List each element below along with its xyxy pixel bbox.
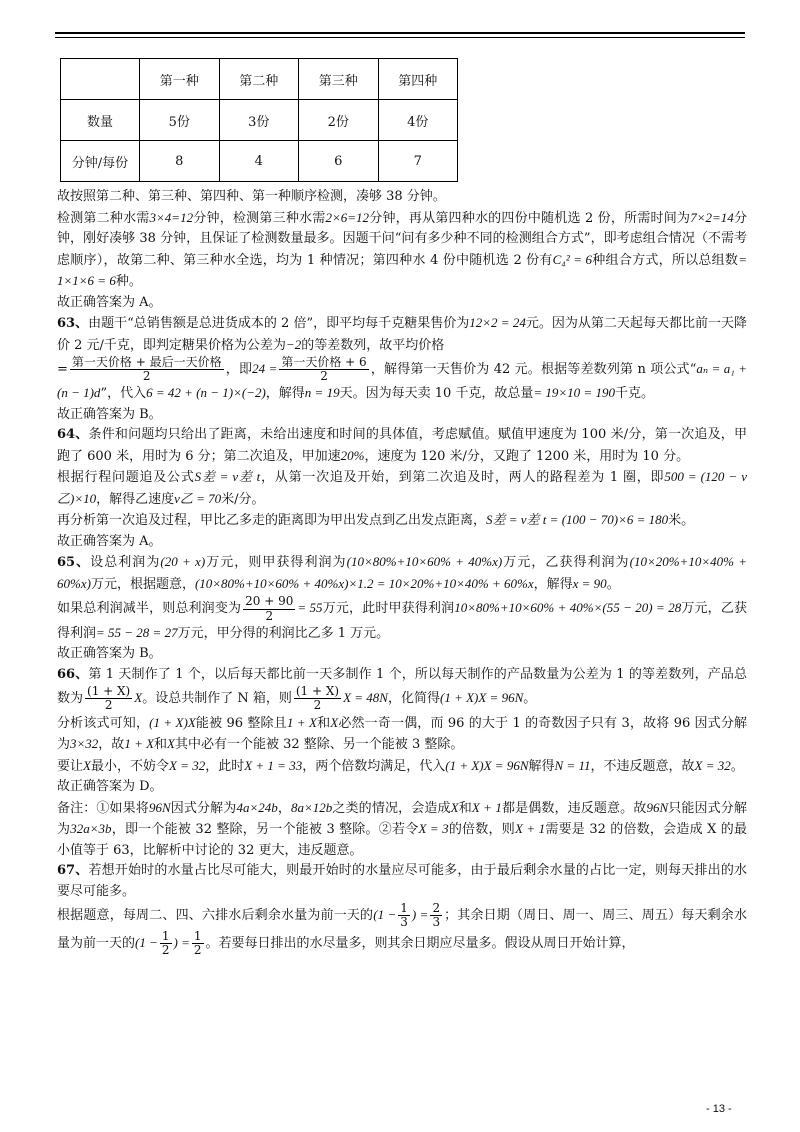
- fraction-denominator: 2: [265, 608, 274, 623]
- fraction: [294, 685, 341, 712]
- text: 万元，甲分得的利润比乙多 1 万元。: [177, 625, 390, 641]
- answer: 故正确答案为 A。: [57, 294, 162, 310]
- answer: 故正确答案为 A。: [57, 533, 162, 549]
- table-cell: 2份: [299, 100, 379, 141]
- text: 分钟，刚好凑够 38 分钟，且保证了检测数量最多。因题干问“问有多少种不同的检测组合方式”，即考虑组合情况（不需考虑顺序），故第二种、第三种水全选，均为 1 种情况；第四种水 4 份中随机选 2 份有: [57, 210, 747, 268]
- text: 万元，乙获得利润: [57, 601, 747, 641]
- math: X: [83, 757, 91, 773]
- text: 。: [523, 691, 537, 707]
- text: 的等差数列，故平均价格: [301, 337, 445, 353]
- fraction-numerator: 第一天价格 + 最后一天价格: [71, 355, 222, 369]
- question-number: 64、: [57, 427, 89, 443]
- math: (1 + X)X: [149, 714, 196, 730]
- text: 因式分解为: [170, 800, 237, 816]
- math: (10×20%+10×40% + 60%x): [57, 554, 747, 591]
- text: ，两个倍数均满足，代入: [302, 758, 446, 774]
- text: 根据行程问题追及公式: [57, 470, 195, 486]
- question-number: 67、: [57, 863, 89, 879]
- fraction: [243, 595, 295, 622]
- header-rule-thin: [55, 37, 745, 38]
- question-65: [57, 552, 747, 595]
- math: X: [167, 736, 175, 752]
- math: X = 3: [418, 821, 449, 837]
- text: 。若要每日排出的水尽量多，则其余日期应尽量多。假设从周日开始计算，: [205, 935, 635, 951]
- text: 的倍数，则: [448, 822, 515, 838]
- text: 。设总共制作了 N 箱，则: [142, 691, 292, 707]
- math: X + 1: [471, 799, 502, 815]
- math: 6 = 42 + (n − 1)×(−2): [146, 385, 266, 401]
- math: N = 11: [554, 757, 591, 773]
- math: = 55: [297, 600, 323, 616]
- text: 条件和问题均只给出了距离，未给出速度和时间的具体值，考虑赋值。赋值甲速度为 100 米/分，第一次追及，甲跑了 600 米，用时为 6 分；第二次追及，甲加速: [57, 427, 748, 464]
- math: 20%: [340, 447, 365, 463]
- math: C₄² = 6: [552, 251, 593, 267]
- text: 万元，此时甲获得利润: [322, 601, 455, 617]
- math: 2×6=12: [325, 209, 370, 225]
- fraction-numerator: 1: [400, 901, 408, 916]
- math: 7×2=14: [690, 209, 734, 225]
- text: 需要是 32 的倍数，会造成 X 的最小值等于 63，比解析中讨论的 32 更大，违反题意。: [57, 822, 748, 858]
- math: (1 + X)X = 96N: [445, 757, 529, 773]
- text: 再分析第一次追及过程，甲比乙多走的距离即为甲出发点到乙出发点距离，: [57, 513, 487, 529]
- text: 解得: [528, 758, 555, 774]
- math: v乙 = 70: [174, 490, 222, 506]
- fraction-numerator: (1 + X): [295, 684, 340, 699]
- text: 必然一奇一偶，而 96 的大于 1 的奇数因子只有 3，故将 96 因式分解为: [57, 715, 748, 753]
- math: (1 −: [135, 934, 158, 950]
- question-number: 66、: [57, 666, 89, 682]
- math: (20 + x): [160, 554, 206, 570]
- text: 由题干“总销售额是总进货成本的 2 倍”，即平均每千克糖果售价为: [88, 316, 470, 331]
- math: X: [134, 690, 143, 706]
- math: 32a×3b: [70, 821, 112, 837]
- question-number: 65、: [57, 555, 91, 571]
- text: ，解得乙速度: [96, 491, 175, 507]
- fraction-numerator: 2: [432, 901, 441, 916]
- table-cell: 5份: [140, 100, 220, 141]
- math: n = 19: [304, 385, 340, 401]
- text: 千克。: [614, 386, 654, 402]
- text: ，速度为 120 米/分，又跑了 1200 米，用时为 10 分。: [364, 448, 690, 464]
- text: 和: [458, 800, 472, 816]
- math: X = 32: [694, 757, 731, 773]
- math: 8a×12b: [291, 799, 333, 815]
- text: 。: [606, 576, 620, 592]
- fraction: [398, 902, 410, 929]
- fraction-denominator: 3: [400, 915, 408, 930]
- math: X + 1 = 33: [244, 757, 303, 773]
- math: ) =: [411, 907, 429, 923]
- text: ，从第一次追及开始，到第二次追及时，两人的路程差为 1 圈，即: [260, 470, 665, 486]
- math: (1 −: [373, 907, 397, 923]
- text: 要让: [57, 758, 84, 774]
- fraction-numerator: 20 + 90: [245, 594, 294, 609]
- table-cell: 第二种: [219, 59, 299, 100]
- table-cell: 6: [299, 141, 379, 182]
- text: ，解得第一天售价为 42 元。根据等差数列第 n 项公式“: [370, 362, 697, 378]
- fraction: [85, 685, 132, 712]
- text: 元。因为从第二天起每天都比前一天降价 2 元/千克，即判定糖果价格为公差为: [57, 316, 748, 353]
- text: 备注：①如果将: [57, 800, 149, 816]
- text: 和: [154, 737, 168, 753]
- text: 如果总利润减半，则总利润变为: [57, 601, 242, 617]
- table-row: [61, 100, 458, 141]
- math: aₙ = a₁ + (n − 1)d: [57, 361, 747, 401]
- text: 万元，乙获得利润为: [502, 555, 630, 571]
- math: S差 = v差 t = (100 − 70)×6 = 180: [486, 512, 669, 528]
- solution-text: [57, 187, 747, 957]
- text: 分析该式可知，: [57, 715, 150, 731]
- text: 故按照第二种、第三种、第四种、第一种顺序检测，凑够 38 分钟。: [57, 189, 446, 204]
- text: 都是偶数，违反题意。故: [501, 800, 647, 816]
- math: 1 + X: [286, 714, 317, 730]
- math: = 1×1×6 = 6: [57, 251, 747, 288]
- math: −2: [285, 336, 302, 352]
- answer: 故正确答案为 D。: [57, 779, 163, 795]
- text: 若想开始时的水量占比尽可能大，则最开始时的水量应尽可能多，由于最后剩余水量的占比一定，则每天排出的水要尽可能多。: [57, 863, 747, 899]
- text: ，: [277, 800, 291, 816]
- text: ；其余日期（周日、周一、周三、周五）每天剩余水量为前一天的: [57, 908, 747, 951]
- question-67: [57, 861, 747, 902]
- math: S差 = v差 t: [194, 469, 261, 485]
- page-number: - 13 -: [706, 1103, 732, 1115]
- question-64: [57, 425, 747, 467]
- text: 。: [730, 758, 744, 774]
- text: 天。因为每天卖 10 千克，故总量: [339, 386, 534, 402]
- fraction-numerator: 第一天价格 + 6: [281, 355, 367, 369]
- note-paragraph: [57, 798, 747, 862]
- fraction-numerator: 1: [193, 928, 202, 943]
- math: X = 48N: [343, 690, 388, 706]
- answer: 故正确答案为 B。: [57, 646, 162, 662]
- math: 24 =: [252, 361, 278, 377]
- paragraph: [57, 187, 747, 208]
- fraction-denominator: 2: [104, 698, 113, 713]
- fraction: [192, 930, 204, 957]
- question-number: 63、: [57, 316, 89, 331]
- text: 第 1 天制作了 1 个，以后每天都比前一天多制作 1 个，所以每天制作的产品数量为公差为 1 的等差数列，产品总数为: [57, 666, 747, 707]
- header-rule-thick: [55, 32, 745, 34]
- fraction: [160, 930, 172, 957]
- text: 万元，根据题意，: [90, 576, 195, 592]
- math: ×1.2 = 10×20%+10×40% + 60%x: [348, 575, 534, 591]
- math: 96N: [646, 799, 669, 815]
- math: x = 90: [572, 575, 607, 591]
- text: =: [57, 362, 68, 378]
- math: 500 = (120 − v乙)×10: [57, 469, 747, 506]
- paragraph: [57, 713, 747, 756]
- fraction-denominator: 2: [313, 698, 322, 713]
- text: 之类的情况，会造成: [332, 800, 451, 816]
- text: ，此时: [205, 758, 245, 774]
- table-row: [61, 141, 458, 182]
- fraction-denominator: 2: [320, 369, 328, 384]
- text: 检测第二种水需: [57, 210, 150, 226]
- detection-table: [60, 58, 458, 182]
- text: ，即一个能被 32 整除，另一个能被 3 整除。②若令: [111, 822, 419, 838]
- table-cell: 第四种: [378, 59, 458, 100]
- text: ，不违反题意，故: [590, 758, 695, 774]
- text: ，即: [225, 362, 253, 378]
- text: 设总利润为: [90, 555, 161, 571]
- text: 万元，则甲获得利润为: [205, 555, 347, 571]
- table-cell: 数量: [61, 100, 140, 141]
- math: 96N: [148, 799, 171, 815]
- math: (10×80%+10×60% + 40%x): [346, 554, 503, 570]
- table-cell: [61, 59, 140, 100]
- fraction: [279, 356, 368, 383]
- text: ”，代入: [100, 386, 147, 402]
- math: 10×80%+10×60% + 40%×(55 − 20) = 28: [454, 600, 682, 616]
- fraction-numerator: (1 + X): [87, 684, 131, 699]
- text: 只能因式分解为: [57, 800, 747, 838]
- math: 12×2 = 24: [469, 315, 526, 330]
- paragraph: [57, 595, 747, 644]
- fraction-denominator: 3: [432, 915, 441, 930]
- table-header-row: [61, 59, 458, 100]
- fraction: [430, 902, 442, 929]
- text: 和: [316, 715, 331, 731]
- paragraph: [57, 902, 747, 957]
- table-cell: 8: [140, 141, 220, 182]
- text: 分钟，检测第三种水需: [193, 210, 326, 226]
- question-66: [57, 665, 747, 713]
- paragraph: [57, 510, 747, 532]
- text: ，故: [98, 737, 125, 753]
- math: X: [330, 714, 339, 730]
- text: 根据题意，每周二、四、六排水后剩余水量为前一天的: [57, 908, 374, 924]
- fraction-denominator: 2: [161, 942, 170, 957]
- fraction-denominator: 2: [193, 942, 202, 957]
- table-cell: 4份: [378, 100, 458, 141]
- math: X + 1: [514, 821, 546, 837]
- text: 米/分。: [221, 491, 265, 507]
- math: X: [450, 799, 459, 815]
- paragraph: [57, 756, 747, 778]
- math: (10×80%+10×60% + 40%x): [194, 575, 349, 591]
- text: ，解得: [533, 576, 573, 592]
- paragraph: [57, 208, 747, 293]
- table-cell: 3份: [219, 100, 299, 141]
- fraction-numerator: 1: [161, 928, 170, 943]
- table-cell: 4: [219, 141, 299, 182]
- fraction-denominator: 2: [142, 369, 151, 384]
- table-cell: 分钟/每份: [61, 141, 140, 182]
- fraction: [70, 356, 224, 383]
- math: = 55 − 28 = 27: [96, 624, 178, 640]
- paragraph: [57, 467, 747, 510]
- math: (1 + X)X = 96N: [439, 690, 524, 706]
- text: 种组合方式，所以总组数: [592, 252, 739, 268]
- table-cell: 7: [378, 141, 458, 182]
- text: 最小，不妨令: [90, 758, 169, 774]
- math: ) =: [173, 934, 190, 950]
- math: 4a×24b: [236, 799, 278, 815]
- table-cell: 第一种: [140, 59, 220, 100]
- math: 1 + X: [124, 736, 155, 752]
- math: 3×4=12: [149, 209, 194, 225]
- text: 分钟，再从第四种水的四份中随机选 2 份，所需时间为: [369, 210, 691, 226]
- text: ，化简得: [387, 691, 440, 707]
- question-63: [57, 313, 747, 405]
- text: 能被 96 整除且: [195, 715, 287, 731]
- text: 米。: [668, 513, 695, 529]
- math: 3×32: [70, 736, 99, 752]
- table-cell: 第三种: [299, 59, 379, 100]
- text: 其中必有一个能被 32 整除、另一个能被 3 整除。: [175, 737, 464, 753]
- math: X = 32: [168, 757, 206, 773]
- answer: 故正确答案为 B。: [57, 406, 162, 422]
- text: 种。: [115, 274, 142, 289]
- text: ，解得: [265, 386, 305, 402]
- math: = 19×10 = 190: [533, 385, 615, 401]
